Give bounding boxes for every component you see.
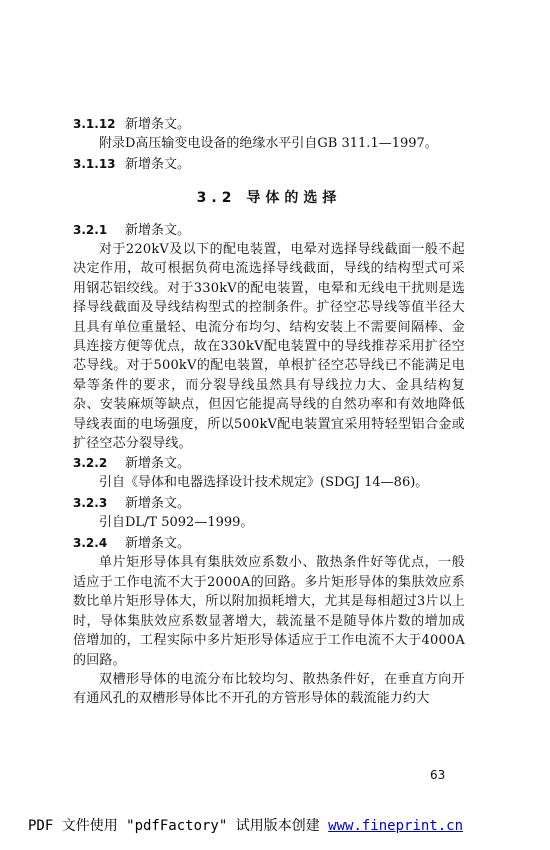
clause-text: 新增条文。 [125,456,191,472]
clause-number: 3.2.1 [73,223,108,237]
page-content [73,114,465,709]
page-number: 63 [430,768,446,782]
clause-body: 引自《导体和电器选择设计技术规定》(SDGJ 14—86)。 [99,475,429,491]
clause-text: 新增条文。 [125,157,191,172]
clause-number: 3.2.2 [73,456,108,471]
clause-body: 附录D高压输变电设备的绝缘水平引自GB 311.1—1997。 [99,136,438,151]
clause-number: 3.1.12 [73,117,116,131]
clause-number: 3.1.13 [73,157,116,171]
clause-body: 对于220kV及以下的配电装置，电晕对选择导线截面一般不起决定作用，故可根据负荷电流选择导线截面，导线的结构型式可采用钢芯铝绞线。对于330kV的配电装置，电晕和无线电干扰则是选择导线截面及导线结构型式的控制条件。扩径空芯导线等值半径大且具有单位重量轻、电流分布均匀、结构安装上不需要间隔棒、金具连接方便等优点，故在330kV配电装置中的导线推荐采用扩径空芯导线。对于500kV的配电装置，单根扩径空芯导线已不能满足电晕等条件的要求，而分裂导线虽然具有导线拉力大、金具结构复杂、安装麻烦等缺点，但因它能提高导线的自然功率和有效地降低导线表面的电场强度，所以500kV配电装置宜采用特轻型铝合金或扩径空芯分裂导线。 [73,242,465,452]
footer-text: PDF 文件使用 "pdfFactory" 试用版本创建 [28,818,329,834]
clause-number: 3.2.4 [73,536,108,551]
clause-3-1-13 [73,154,465,174]
clause-3-2-2 [73,453,465,473]
clause-3-2-4 [73,533,465,553]
clause-body: 单片矩形导体具有集肤效应系数小、散热条件好等优点，一般适应于工作电流不大于2000A的回路。多片矩形导体的集肤效应系数比单片矩形导体大，所以附加损耗增大，尤其是每相超过3片以上时，导体集肤效应系数显著增大，载流量不是随导体片数的增加成倍增加的，工程实际中多片矩形导体适应于工作电流不大于4000A的回路。 [73,555,465,668]
clause-3-2-1 [73,220,465,240]
clause-text: 新增条文。 [125,536,191,552]
clause-number: 3.2.3 [73,496,108,511]
clause-body: 双槽形导体的电流分布比较均匀、散热条件好，在垂直方向开有通风孔的双槽形导体比不开孔的方管形导体的载流能力约大 [73,671,465,707]
footer-link[interactable]: www.fineprint.cn [328,818,464,834]
clause-3-1-12 [73,114,465,134]
section-title: 3.2 导体的选择 [196,190,342,206]
clause-text: 新增条文。 [125,223,191,238]
clause-3-2-3 [73,493,465,513]
clause-text: 新增条文。 [125,117,191,132]
clause-body: 引自DL/T 5092—1999。 [99,515,254,531]
clause-text: 新增条文。 [125,496,191,512]
pdf-footer [28,815,463,835]
